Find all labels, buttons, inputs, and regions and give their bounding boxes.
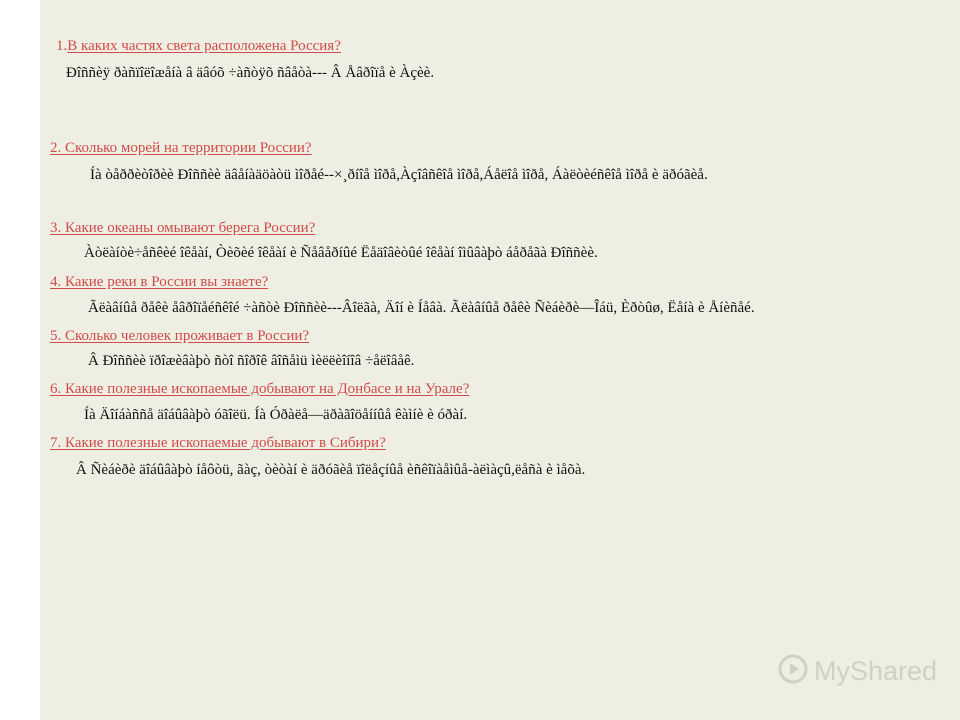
question-4 (50, 273, 268, 291)
question-5-link[interactable]: 5. Сколько человек проживает в России? (50, 328, 310, 344)
answer-6: Íà Äîíáàññå äîáûâàþò óãîëü. Íà Óðàëå—äðàãîöåííûå êàìíè è óðàí. (84, 407, 468, 423)
question-1-number: 1. (56, 38, 68, 54)
question-6 (50, 380, 469, 398)
question-7-link[interactable]: 7. Какие полезные ископаемые добывают в Сибири? (50, 435, 386, 451)
question-3 (50, 219, 315, 237)
answer-7: Â Ñèáèðè äîáûâàþò íåôòü, ãàç, òèòàí è äðóãèå ïîëåçíûå èñêîïàåìûå-àëìàçû,ëåñà è ìåõà. (76, 462, 586, 478)
question-1-link[interactable]: В каких частях света расположена Россия? (67, 38, 341, 54)
slide (40, 0, 960, 720)
left-margin-strip (0, 0, 40, 720)
answer-1: Ðîññèÿ ðàñïîëîæåíà â äâóõ ÷àñòÿõ ñâåòà--- Â Åâðîïå è Àçèè. (66, 65, 435, 81)
question-6-link[interactable]: 6. Какие полезные ископаемые добывают на Донбасе и на Урале? (50, 381, 470, 397)
answer-5: Â Ðîññèè ïðîæèâàþò ñòî ñîðîê âîñåìü ìèëëèîíîâ ÷åëîâåê. (88, 353, 415, 369)
watermark-text: MyShared (814, 656, 938, 686)
question-3-link[interactable]: 3. Какие океаны омывают берега России? (50, 220, 316, 236)
question-2-link[interactable]: 2. Сколько морей на территории России? (50, 140, 312, 156)
question-5 (50, 327, 309, 345)
answer-3: Àòëàíòè÷åñêèé îêåàí, Òèõèé îêåàí è Ñåâåðíûé Ëåäîâèòûé îêåàí îìûâàþò áåðåãà Ðîññèè. (84, 245, 598, 261)
question-1 (56, 37, 341, 55)
answer-4: Ãëàâíûå ðåêè åâðîïåéñêîé ÷àñòè Ðîññèè---Âîëãà, Äîí è Íåâà. Ãëàâíûå ðåêè Ñèáèðè—Îáü, Èðòûø, Ëåíà è Åíèñåé. (88, 300, 755, 316)
watermark (778, 654, 937, 689)
question-7 (50, 434, 386, 452)
play-circle-logo-icon (778, 654, 808, 689)
question-4-link[interactable]: 4. Какие реки в России вы знаете? (50, 274, 269, 290)
question-2 (50, 139, 312, 157)
answer-2: Íà òåððèòîðèè Ðîññèè äâåíàäöàòü ìîðåé--×¸ðíîå ìîðå,Àçîâñêîå ìîðå,Áåëîå ìîðå, Áàëòèéñêîå ìîðå è äðóãèå. (90, 167, 708, 183)
